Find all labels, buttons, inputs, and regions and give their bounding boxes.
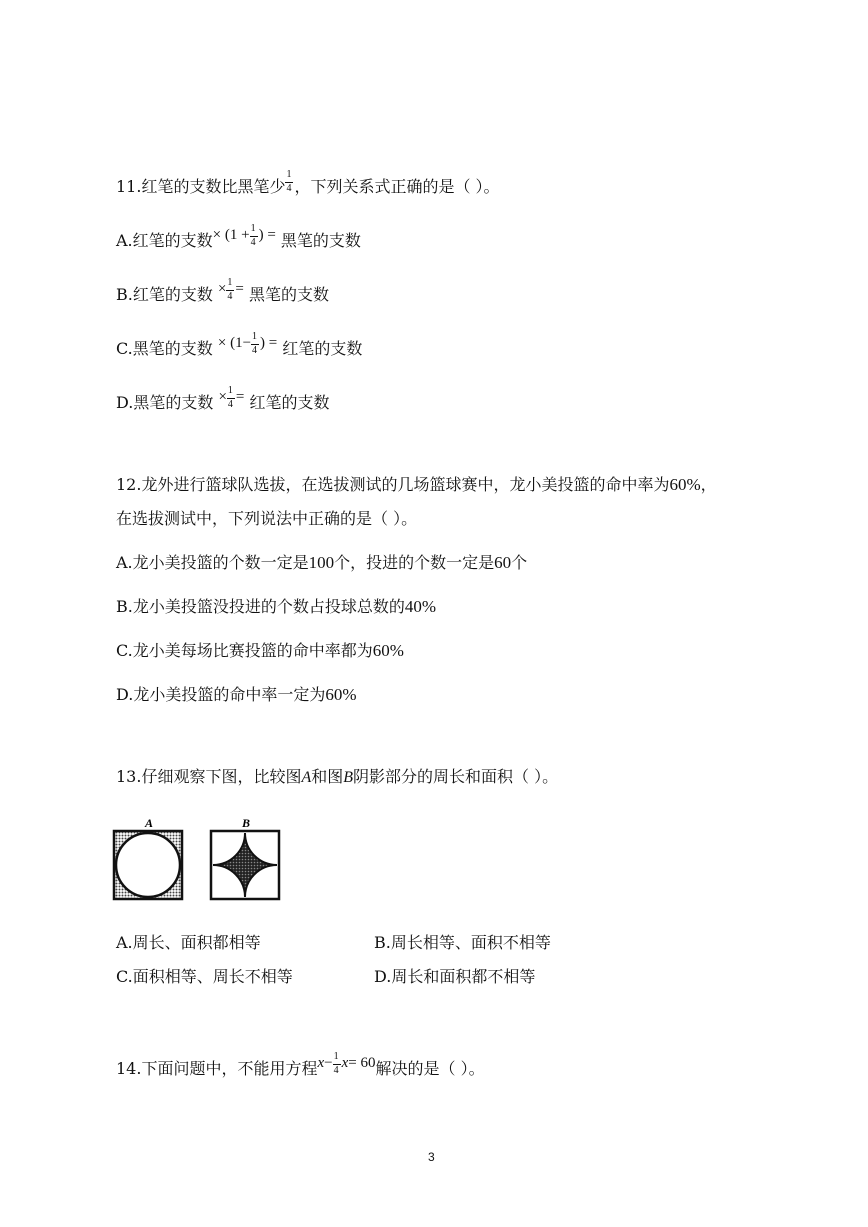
q12-option-d: D.龙小美投篮的命中率一定为60% xyxy=(116,685,357,704)
q14-stem: 14.下面问题中，不能用方程x− $\frac{1}{4}$ x= 60解决的是（ ）。 xyxy=(116,1051,485,1078)
q11-option-d: D.黑笔的支数 × $\frac{1}{4}$ = 红笔的支数 xyxy=(116,385,330,412)
q13-option-c: C.面积相等、周长不相等 xyxy=(116,967,293,986)
figure-b-label: B xyxy=(242,816,251,830)
q11-option-c: C.黑笔的支数 × (1− $\frac{1}{4}$ ) = 红笔的支数 xyxy=(116,331,363,358)
q12-option-b: B.龙小美投篮没投进的个数占投球总数的40% xyxy=(116,597,437,616)
fraction-one-quarter: $\frac{1}{4}$ xyxy=(286,169,292,194)
q11-stem: 11.红笔的支数比黑笔少 $\frac{1}{4}$ ，下列关系式正确的是（ ）。 xyxy=(116,169,500,196)
page-number: 3 xyxy=(428,1150,435,1164)
q13-option-b: B.周长相等、面积不相等 xyxy=(374,933,551,952)
figure-a xyxy=(112,816,184,902)
q12-option-a: A.龙小美投篮的个数一定是100个，投进的个数一定是60个 xyxy=(116,553,528,572)
q12-option-c: C.龙小美每场比赛投篮的命中率都为60% xyxy=(116,641,404,660)
figure-b xyxy=(208,816,282,902)
q13-stem: 13.仔细观察下图，比较图A和图B阴影部分的周长和面积（ ）。 xyxy=(116,767,559,786)
figure-a-label: A xyxy=(145,816,154,830)
q13-option-d: D.周长和面积都不相等 xyxy=(374,967,536,986)
q11-option-a: A.红笔的支数× (1 + $\frac{1}{4}$ ) = 黑笔的支数 xyxy=(116,223,361,250)
q13-option-a: A.周长、面积都相等 xyxy=(116,933,261,952)
q12-stem-line1: 12.龙外进行篮球队选拔，在选拔测试的几场篮球赛中，龙小美投篮的命中率为60%， xyxy=(116,475,717,494)
figure-a-circle xyxy=(116,833,180,897)
q12-stem-line2: 在选拔测试中，下列说法中正确的是（ ）。 xyxy=(116,509,418,528)
q11-option-b: B.红笔的支数 × $\frac{1}{4}$ = 黑笔的支数 xyxy=(116,277,329,304)
